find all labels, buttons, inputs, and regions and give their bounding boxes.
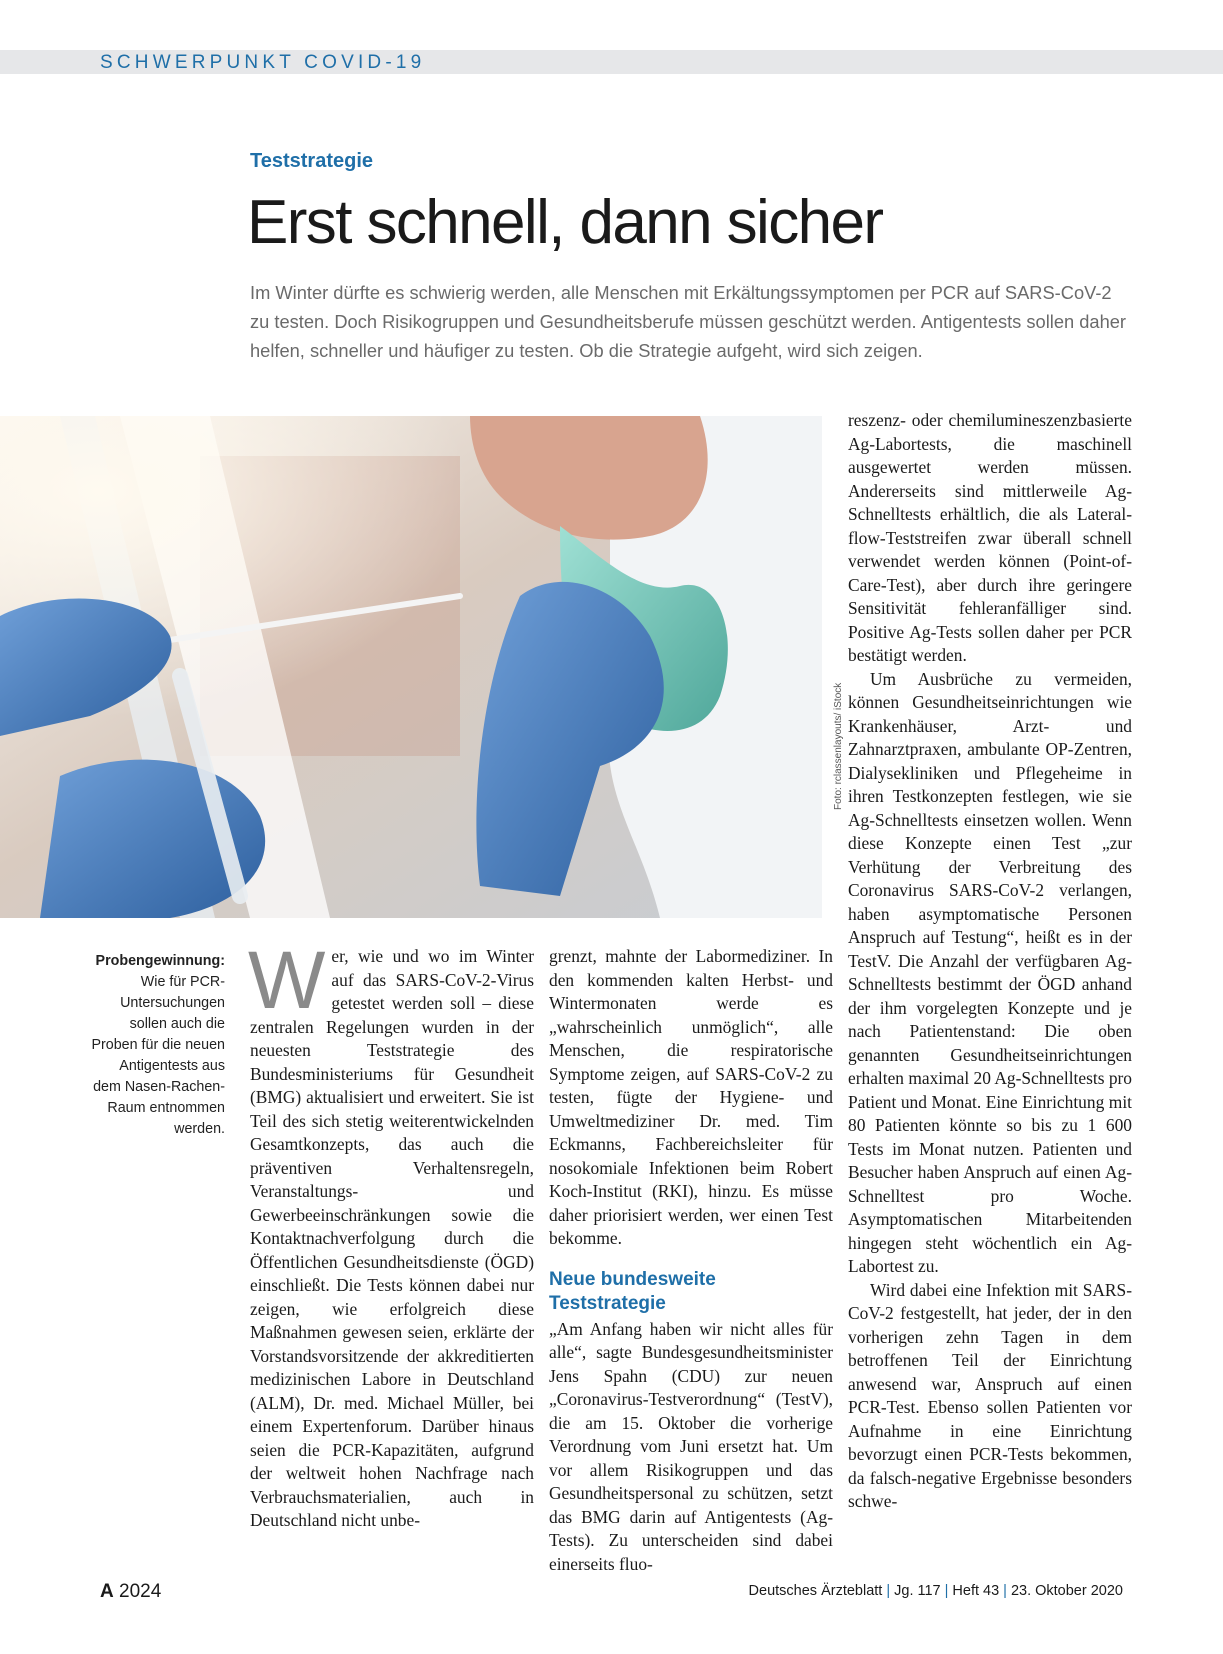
paragraph-teststrategie-continued: reszenz- oder chemilumineszenzbasierte Ag-Labortests, die maschinell ausgewertet werden müssen. Andererseits sind mittlerweile Ag-Schnelltests erhältlich, die als Lateral-flow-Teststreifen zwar überall schnell verwendet werden können (Point-of-Care-Test), aber durch ihre geringere Sensitivität fehleranfälliger sind. Positive Ag-Tests sollen daher per PCR bestätigt werden. <box>848 410 1132 665</box>
paragraph-teststrategie: „Am Anfang haben wir nicht alles für alle“, sagte Bundesgesundheitsminister Jens Spahn (CDU) zur neuen „Coronavirus-Testverordnung“ (TestV), die am 15. Oktober die vorherige Verordnung vom Juni ersetzt hat. Um vor allem Risikogruppen und das Gesundheitspersonal zu schützen, setzt das BMG darin auf Antigentests (Ag-Tests). Zu unterscheiden sind dabei einerseits fluo- <box>549 1318 833 1574</box>
paragraph-ausbrueche: Um Ausbrüche zu vermeiden, können Gesundheitseinrichtungen wie Krankenhäuser, Arzt- und Zahnarztpraxen, ambulante OP-Zentren, Dialysekliniken und Pflegeheime in ihren Testkonzepten festlegen, wie sie Ag-Schnelltests einsetzen wollen. Wenn diese Konzepte einen Test „zur Verhütung der Verbreitung des Coronavirus SARS-CoV-2 verlangen, haben asymptomatische Personen Anspruch auf Testung“, heißt es in der TestV. Die Anzahl der verfügbaren Ag-Schnelltests bestimmt der ÖGD anhand der ihm vorgelegten Konzepte und je nach Patientenstand: Die oben genannten Gesundheitseinrichtungen erhalten maximal 20 Ag-Schnelltests pro Patient und Monat. Eine Einrichtung mit 80 Patienten könnte so bis zu 1 600 Tests im Monat nutzen. Patienten und Besucher haben Anspruch auf einen Ag-Schnelltest pro Woche. Asymptomatischen Mitarbeitenden hingegen steht wöchentlich ein Ag-Labortest zu. <box>848 668 1132 1276</box>
swab-test-illustration <box>0 416 822 918</box>
article-photo <box>0 416 822 918</box>
journal-issue: Heft 43 <box>952 1583 1000 1599</box>
page-prefix: A <box>100 1581 114 1602</box>
text-column-2 <box>549 945 833 1576</box>
article-title: Erst schnell, dann sicher <box>247 188 883 257</box>
caption-text: Wie für PCR-Untersuchungen sollen auch die Proben für die neuen Antigentests aus dem Nasen-Rachen-Raum entnommen werden. <box>91 974 225 1137</box>
drop-cap: W <box>248 935 326 1026</box>
section-subheading: Neue bundesweite Teststrategie <box>549 1268 716 1314</box>
article-kicker: Teststrategie <box>250 150 374 172</box>
text-column-3 <box>848 409 1132 1514</box>
page-number <box>100 1581 161 1603</box>
article-lead: Im Winter dürfte es schwierig werden, alle Menschen mit Erkältungssymptomen per PCR auf SARS-CoV-2 zu testen. Doch Risikogruppen und Gesundheitsberufe müssen geschützt werden. Antigentests sollen daher helfen, schneller und häufiger zu testen. Ob die Strategie aufgeht, wird sich zeigen. <box>250 282 1126 361</box>
page-number-value: 2024 <box>119 1581 162 1602</box>
paragraph-intro-continued: grenzt, mahnte der Labormediziner. In den kommenden kalten Herbst- und Wintermonaten werde es „wahrscheinlich unmöglich“, alle Menschen, die respiratorische Symptome zeigen, auf SARS-CoV-2 zu testen, fügte der Hygiene- und Umweltmediziner Dr. med. Tim Eckmanns, Fachbereichsleiter für nosokomiale Infektionen beim Robert Koch-Institut (RKI), hinzu. Es müsse daher priorisiert werden, wer einen Test bekomme. <box>549 946 833 1248</box>
journal-date: 23. Oktober 2020 <box>1010 1583 1123 1599</box>
paragraph-intro <box>248 935 534 1533</box>
journal-volume: Jg. 117 <box>894 1583 941 1599</box>
journal-name: Deutsches Ärzteblatt <box>748 1583 883 1599</box>
text-column-1 <box>248 935 534 1533</box>
photo-caption <box>88 951 225 1140</box>
paragraph-intro-text: er, wie und wo im Winter auf das SARS-CoV-2-Virus getestet werden soll – diese zentralen Regelungen wurden in der neuesten Teststrategie des Bundesministeriums für Gesundheit (BMG) aktualisiert und erweitert. Sie ist Teil des sich stetig weiterentwickelnden Gesamtkonzepts, das auch die präventiven Verhaltensregeln, Veranstaltungs- und Gewerbeeinschränkungen sowie die Kontaktnachverfolgung durch die Öffentlichen Gesundheitsdienste (ÖGD) einschließt. Die Tests können dabei nur zeigen, wie erfolgreich diese Maßnahmen gewesen seien, erklärte der Vorstandsvorsitzende der akkreditierten medizinischen Labore in Deutschland (ALM), Dr. med. Michael Müller, bei einem Expertenforum. Darüber hinaus seien die PCR-Kapazitäten, aufgrund der weltweit hohen Nachfrage nach Verbrauchsmaterialien, auch in Deutschland nicht unbe- <box>250 946 534 1530</box>
paragraph-infektion: Wird dabei eine Infektion mit SARS-CoV-2 festgestellt, hat jeder, der in den vorherigen zehn Tagen in dem betroffenen Teil der Einrichtung anwesend war, Anspruch auf einen PCR-Test. Ebenso sollen Patienten vor Aufnahme in eine Einrichtung bevorzugt einen PCR-Tests bekommen, da falsch-negative Ergebnisse besonders schwe- <box>848 1279 1132 1511</box>
caption-label: Probengewinnung: <box>95 953 225 969</box>
section-label: SCHWERPUNKT COVID-19 <box>100 52 426 73</box>
journal-footer: Deutsches Ärzteblatt | Jg. 117 | Heft 43 | 23. Oktober 2020 <box>748 1583 1123 1599</box>
photo-credit: Foto: rclassenlayouts/ iStock <box>833 682 844 810</box>
